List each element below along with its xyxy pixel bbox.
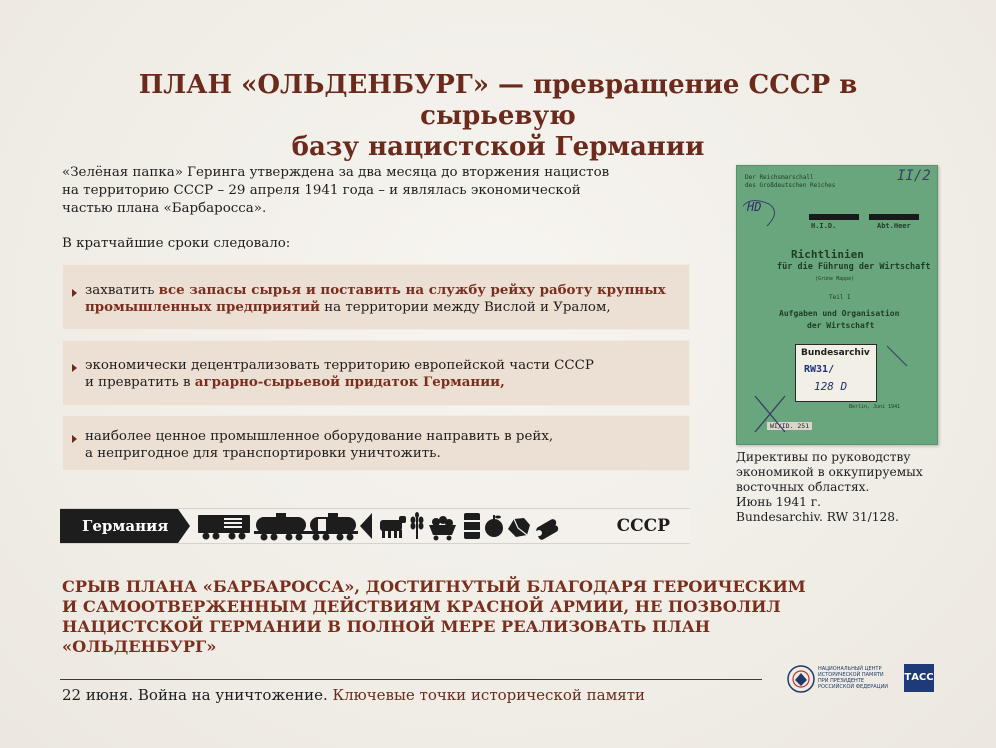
page-title: [60, 70, 936, 163]
document-caption: [736, 450, 946, 525]
task-2-pre: и превратить в: [85, 375, 195, 390]
footer-divider: [60, 679, 762, 680]
caption-line-5: Bundesarchiv. RW 31/128.: [736, 510, 899, 524]
task-1-post: на территории между Вислой и Уралом,: [319, 300, 611, 315]
logo-text-line-3: ПРИ ПРЕЗИДЕНТЕ: [818, 678, 865, 684]
task-1-line-1: [85, 282, 680, 299]
doc-part: Teil I: [829, 294, 851, 301]
task-box-1: [62, 264, 690, 330]
apple-icon: [485, 515, 503, 537]
cow-icon: [380, 516, 406, 538]
germany-label: Германия: [60, 509, 178, 543]
historical-memory-center-logo: [786, 664, 816, 694]
footer-title: 22 июня. Война на уничтожение.: [62, 686, 328, 704]
doc-section-2: der Wirtschaft: [807, 321, 875, 330]
conclusion-text: [62, 577, 822, 657]
freight-car-icon: [198, 515, 250, 540]
stamp-archive-name: Bundesarchiv: [801, 348, 870, 358]
tank-car-icon: [308, 513, 358, 541]
tank-car-icon: [254, 513, 308, 541]
doc-shelf-label: WI/ID. 251: [767, 422, 812, 430]
caption-line-3: восточных областях.: [736, 480, 870, 494]
task-text-3: [85, 428, 680, 462]
doc-mark-2: Abt.Heer: [877, 222, 911, 230]
title-line-1: ПЛАН «ОЛЬДЕНБУРГ» — превращение СССР в сырьевую: [138, 70, 858, 131]
intro-line-2: на территорию СССР – 29 апреля 1941 года – и являлась экономической: [62, 183, 581, 198]
doc-section-1: Aufgaben und Organisation: [779, 309, 900, 318]
task-3-line-1: наиболее ценное промышленное оборудование направить в рейх,: [85, 429, 554, 444]
resource-flow-bar: [60, 508, 690, 544]
doc-corner-mark: II/2: [897, 168, 931, 184]
task-box-2: [62, 340, 690, 406]
archive-document-image: [736, 165, 938, 445]
wheat-icon: [411, 512, 424, 539]
ussr-label: СССР: [616, 516, 670, 536]
task-2-highlight: аграрно-сырьевой придаток Германии,: [194, 374, 505, 390]
doc-handwritten: HD: [747, 200, 762, 214]
conclusion-line-2: И САМООТВЕРЖЕННЫМ ДЕЙСТВИЯМ КРАСНОЙ АРМИИ, НЕ ПОЗВОЛИЛ: [62, 597, 781, 616]
task-1-highlight-1: все запасы сырья и поставить на службу рейху работу крупных: [158, 282, 666, 298]
logs-icon: [535, 518, 560, 541]
coal-icon: [508, 518, 530, 537]
bullet-arrow-icon: [72, 364, 77, 372]
intro-line-3: частью плана «Барбаросса».: [62, 201, 267, 216]
stamp-fond: RW31/: [804, 364, 835, 375]
task-2-line-1: экономически децентрализовать территорию европейской части СССР: [85, 358, 594, 373]
doc-title-1: Richtlinien: [791, 248, 864, 261]
doc-date: Berlin, Juni 1941: [849, 404, 901, 410]
bullet-arrow-icon: [72, 289, 77, 297]
bullet-arrow-icon: [72, 435, 77, 443]
task-text-1: [85, 282, 680, 316]
logo-text-line-1: НАЦИОНАЛЬНЫЙ ЦЕНТР: [818, 666, 882, 672]
intro-line-1: «Зелёная папка» Геринга утверждена за два месяца до вторжения нацистов: [62, 165, 610, 180]
historical-memory-center-text: [818, 666, 888, 690]
tass-logo: ТАСС: [904, 664, 934, 692]
doc-title-2: für die Führung der Wirtschaft: [777, 262, 931, 272]
task-1-line-2: [85, 299, 680, 316]
stamp-file: 128 D: [814, 380, 848, 393]
conclusion-line-1: СРЫВ ПЛАНА «БАРБАРОССА», ДОСТИГНУТЫЙ БЛАГОДАРЯ ГЕРОИЧЕСКИМ: [62, 577, 806, 596]
caption-line-4: Июнь 1941 г.: [736, 495, 822, 509]
lead-text: В кратчайшие сроки следовало:: [62, 236, 291, 251]
caption-line-1: Директивы по руководству: [736, 450, 911, 464]
doc-header-2: des Großdeutschen Reiches: [745, 182, 836, 189]
intro-text: [62, 164, 662, 218]
caption-line-2: экономикой в оккупируемых: [736, 465, 923, 479]
doc-subtitle: (Grüne Mappe): [815, 276, 855, 282]
logo-text-line-4: РОССИЙСКОЙ ФЕДЕРАЦИИ: [818, 684, 889, 690]
flow-arrow-icon: [360, 513, 372, 539]
conclusion-line-3: НАЦИСТСКОЙ ГЕРМАНИИ В ПОЛНОЙ МЕРЕ РЕАЛИЗОВАТЬ ПЛАН «ОЛЬДЕНБУРГ»: [62, 617, 711, 656]
task-3-line-2: а непригодное для транспортировки уничтожить.: [85, 446, 441, 461]
doc-header-1: Der Reichsmarschall: [745, 174, 814, 181]
ore-cart-icon: [429, 516, 456, 541]
doc-mark: H.I.D.: [811, 222, 837, 230]
task-2-line-2: [85, 374, 680, 391]
title-line-2: базу нацистской Германии: [291, 132, 705, 162]
task-1-highlight-2: промышленных предприятий: [85, 299, 320, 315]
task-box-3: [62, 415, 690, 471]
footer: [62, 686, 645, 704]
footer-subtitle: Ключевые точки исторической памяти: [327, 686, 645, 704]
handwritten-strokes: [737, 166, 937, 444]
task-text-2: [85, 357, 680, 391]
logo-text-line-2: ИСТОРИЧЕСКОЙ ПАМЯТИ: [818, 672, 884, 678]
oil-barrel-icon: [464, 513, 480, 539]
resource-icons: [196, 511, 606, 541]
task-1-pre: захватить: [85, 283, 159, 298]
